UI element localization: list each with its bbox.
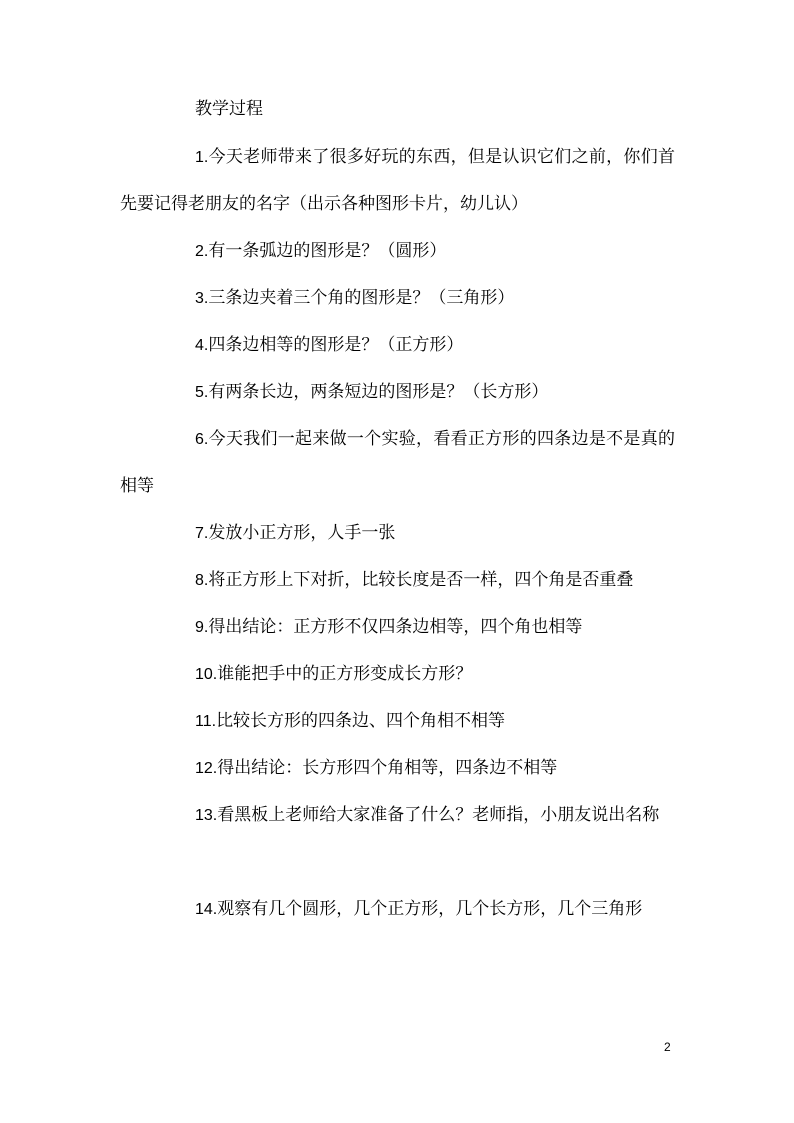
item-number: 9. xyxy=(195,619,209,636)
item-number: 11. xyxy=(195,713,217,730)
item-text: 今天老师带来了很多好玩的东西，但是认识它们之前，你们首先要记得老朋友的名字（出示各种图形卡片，幼儿认） xyxy=(120,147,675,214)
item-number: 5. xyxy=(195,384,209,401)
item-number: 3. xyxy=(195,290,209,307)
item-number: 12. xyxy=(195,760,218,777)
item-text: 观察有几个圆形，几个正方形，几个长方形，几个三角形 xyxy=(217,899,643,919)
item-text: 有一条弧边的图形是？（圆形） xyxy=(208,241,447,261)
list-item xyxy=(120,369,675,416)
list-item xyxy=(120,886,675,933)
item-number: 2. xyxy=(195,243,209,260)
item-text: 看黑板上老师给大家准备了什么？老师指，小朋友说出名称 xyxy=(217,805,660,825)
list-item xyxy=(120,651,675,698)
item-number: 13. xyxy=(195,807,218,824)
list-item xyxy=(120,228,675,275)
item-text: 将正方形上下对折，比较长度是否一样，四个角是否重叠 xyxy=(208,570,634,590)
section-heading: 教学过程 xyxy=(195,99,263,119)
item-number: 10. xyxy=(195,666,218,683)
item-number: 14. xyxy=(195,901,218,918)
list-item xyxy=(120,510,675,557)
item-text: 发放小正方形，人手一张 xyxy=(208,523,396,543)
list-item xyxy=(120,604,675,651)
list-item xyxy=(120,698,675,745)
item-text: 谁能把手中的正方形变成长方形？ xyxy=(217,664,473,684)
list-item xyxy=(120,745,675,792)
item-text: 得出结论：正方形不仅四条边相等，四个角也相等 xyxy=(208,617,583,637)
item-text: 有两条长边，两条短边的图形是？（长方形） xyxy=(208,382,549,402)
item-text: 今天我们一起来做一个实验，看看正方形的四条边是不是真的相等 xyxy=(120,429,675,496)
page-number: 2 xyxy=(664,1040,671,1054)
list-item xyxy=(120,557,675,604)
item-number: 8. xyxy=(195,572,209,589)
item-text: 四条边相等的图形是？（正方形） xyxy=(208,335,464,355)
list-item xyxy=(120,792,675,839)
item-text: 三条边夹着三个角的图形是？（三角形） xyxy=(208,288,515,308)
item-number: 6. xyxy=(195,431,209,448)
item-number: 1. xyxy=(195,149,209,166)
item-number: 4. xyxy=(195,337,209,354)
item-text: 比较长方形的四条边、四个角相不相等 xyxy=(216,711,506,731)
list-item xyxy=(120,275,675,322)
item-text: 得出结论：长方形四个角相等，四条边不相等 xyxy=(217,758,558,778)
list-item xyxy=(120,322,675,369)
list-item xyxy=(120,416,675,510)
list-item xyxy=(120,134,675,228)
item-number: 7. xyxy=(195,525,209,542)
